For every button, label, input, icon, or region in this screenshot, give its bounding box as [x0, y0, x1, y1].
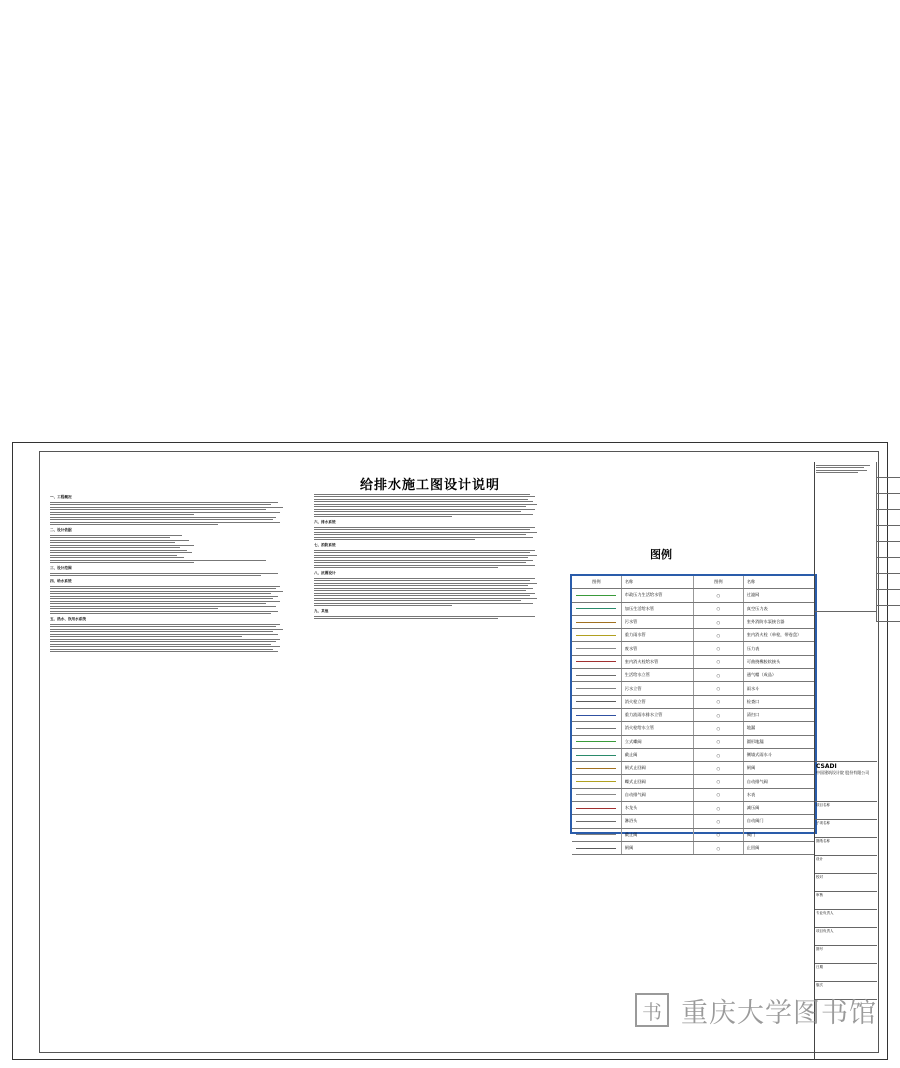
- title-block-notes: [815, 462, 877, 612]
- legend-name: 自动排气阀: [622, 789, 694, 801]
- firm-logo: CSADI: [816, 763, 837, 770]
- library-watermark: [635, 990, 890, 1030]
- legend-name: 室内消火栓（单栓，带卷盘）: [746, 632, 802, 638]
- legend-name: 压力表: [746, 645, 760, 651]
- legend-symbol: ○: [694, 656, 744, 668]
- legend-symbol: ○: [694, 775, 744, 787]
- title-block-row: 专业负责人: [815, 910, 877, 928]
- legend-row: [572, 736, 815, 749]
- legend-name: 消火栓给水立管: [622, 722, 694, 734]
- legend-name: 水龙头: [622, 802, 694, 814]
- legend-symbol: [572, 749, 622, 761]
- legend-row: [572, 603, 815, 616]
- legend-row: [572, 669, 815, 682]
- legend-symbol: ○: [694, 603, 744, 615]
- legend-symbol: [572, 656, 622, 668]
- legend-name: 圆形地漏: [746, 738, 764, 744]
- title-block-row: 项目负责人: [815, 928, 877, 946]
- library-logo-icon: 书: [635, 993, 669, 1027]
- section-heading: 五、热水、饮用水系统: [50, 617, 86, 621]
- title-block-row: 子项名称: [815, 820, 877, 838]
- legend-symbol: ○: [694, 842, 744, 854]
- section-heading: 六、排水系统: [314, 520, 336, 524]
- legend-name: 截止阀: [622, 749, 694, 761]
- legend-symbol: ○: [694, 669, 744, 681]
- title-block-row: 校对: [815, 874, 877, 892]
- legend-name: 检查口: [746, 698, 760, 704]
- legend-name: 重力流雨水排水立管: [622, 709, 694, 721]
- section-heading: 二、设计依据: [50, 528, 72, 532]
- legend-name: 加压生活给水管: [622, 603, 694, 615]
- legend-row: [572, 762, 815, 775]
- title-block-row: 审核: [815, 892, 877, 910]
- legend-row: [572, 616, 815, 629]
- legend-symbol: [572, 682, 622, 694]
- legend-symbol: [572, 629, 622, 641]
- legend-symbol: ○: [694, 642, 744, 654]
- legend-symbol: ○: [694, 709, 744, 721]
- legend-header-row: [572, 576, 815, 589]
- legend-name: 减压阀: [746, 805, 760, 811]
- legend-name: 止回阀: [746, 845, 760, 851]
- legend-symbol: ○: [694, 815, 744, 827]
- legend-symbol: ○: [694, 802, 744, 814]
- legend-symbol: ○: [694, 629, 744, 641]
- legend-symbol: [572, 722, 622, 734]
- legend-row: [572, 749, 815, 762]
- legend-symbol: [572, 789, 622, 801]
- firm-block: [815, 762, 877, 802]
- title-block-row: 日期: [815, 964, 877, 982]
- legend-symbol: [572, 603, 622, 615]
- legend-symbol: ○: [694, 829, 744, 841]
- legend-symbol: [572, 829, 622, 841]
- legend-name: 水表: [746, 791, 756, 797]
- legend-row: [572, 789, 815, 802]
- section-heading: 四、给水系统: [50, 579, 72, 583]
- legend-row: [572, 775, 815, 788]
- legend-name: 污水管: [622, 616, 694, 628]
- legend-name: 自动阀门: [746, 818, 764, 824]
- revision-stripes: [876, 462, 900, 612]
- title-block: [814, 462, 877, 1060]
- section-heading: 七、消防系统: [314, 543, 336, 547]
- legend-row: [572, 696, 815, 709]
- title-block-row: 图纸名称: [815, 838, 877, 856]
- legend-row: [572, 682, 815, 695]
- legend-row: [572, 815, 815, 828]
- legend-name: 闸阀: [622, 842, 694, 854]
- legend-symbol: [572, 642, 622, 654]
- legend-symbol: [572, 616, 622, 628]
- legend-symbol: [572, 762, 622, 774]
- legend-name: 雨水斗: [746, 685, 760, 691]
- legend-name: 通气帽（成品）: [746, 672, 777, 678]
- legend-name: 蝶式止回阀: [622, 775, 694, 787]
- legend-row: [572, 722, 815, 735]
- legend-header-cell: 名称: [746, 579, 756, 585]
- legend-name: 自动排气阀: [746, 778, 768, 784]
- legend-symbol: ○: [694, 696, 744, 708]
- legend-header-cell: 图例: [694, 576, 744, 588]
- legend-name: 闸阀: [746, 765, 756, 771]
- legend-name: 真空压力表: [746, 605, 768, 611]
- legend-name: 清扫口: [746, 712, 760, 718]
- legend-symbol: [572, 696, 622, 708]
- section-heading: 三、设计范围: [50, 566, 72, 570]
- legend-name: 截止阀: [622, 829, 694, 841]
- legend-symbol: [572, 802, 622, 814]
- drawing-frame: [39, 451, 879, 1053]
- legend-symbol: [572, 842, 622, 854]
- legend-name: 立式蝶阀: [622, 736, 694, 748]
- section-heading: 八、抗震设计: [314, 571, 336, 575]
- legend-symbol: ○: [694, 749, 744, 761]
- legend-symbol: ○: [694, 789, 744, 801]
- legend-row: [572, 709, 815, 722]
- firm-name: 中国建筑设计院 股份有限公司: [816, 770, 870, 775]
- legend-title: 图例: [650, 548, 672, 561]
- legend-symbol: ○: [694, 616, 744, 628]
- legend-name: 可曲挠橡胶软接头: [746, 658, 781, 664]
- legend-name: 室外消防水泵接合器: [746, 619, 785, 625]
- legend-name: 消火栓立管: [622, 696, 694, 708]
- legend-row: [572, 842, 815, 855]
- notes-column-left: [50, 492, 290, 654]
- legend-symbol: [572, 669, 622, 681]
- legend-table: [570, 574, 817, 851]
- legend-name: 生活给水立管: [622, 669, 694, 681]
- legend-name: 淋浴头: [622, 815, 694, 827]
- legend-name: 污水立管: [622, 682, 694, 694]
- legend-name: 地漏: [746, 725, 756, 731]
- legend-symbol: ○: [694, 722, 744, 734]
- title-block-row: 版次: [815, 982, 877, 1000]
- legend-header-cell: 名称: [622, 576, 694, 588]
- legend-name: 侧墙式雨水斗: [746, 752, 772, 757]
- legend-name: 重力雨水管: [622, 629, 694, 641]
- legend-row: [572, 802, 815, 815]
- legend-row: [572, 642, 815, 655]
- legend-name: 闸式止回阀: [622, 762, 694, 774]
- watermark-text: 重庆大学图书馆: [681, 997, 877, 1029]
- legend-row: [572, 829, 815, 842]
- legend-name: 市政压力生活给水管: [622, 589, 694, 601]
- legend-name: 室内消火栓给水管: [622, 656, 694, 668]
- legend-symbol: [572, 775, 622, 787]
- legend-row: [572, 589, 815, 602]
- legend-symbol: [572, 709, 622, 721]
- legend-symbol: ○: [694, 762, 744, 774]
- drawing-sheet: [12, 442, 888, 1060]
- title-block-row: 图号: [815, 946, 877, 964]
- section-heading: 一、工程概况: [50, 495, 72, 499]
- legend-row: [572, 629, 815, 642]
- legend-symbol: ○: [694, 736, 744, 748]
- legend-name: 废水管: [622, 642, 694, 654]
- legend-name: 阀门: [746, 831, 756, 837]
- legend-symbol: [572, 736, 622, 748]
- drawing-title: 给排水施工图设计说明: [360, 478, 501, 493]
- title-block-row: 设计: [815, 856, 877, 874]
- title-block-row: 项目名称: [815, 802, 877, 820]
- legend-name: 过滤网: [746, 592, 760, 598]
- legend-symbol: [572, 815, 622, 827]
- legend-row: [572, 656, 815, 669]
- section-heading: 九、其他: [314, 609, 329, 613]
- notes-column-middle: [314, 492, 544, 621]
- legend-symbol: ○: [694, 589, 744, 601]
- legend-symbol: [572, 589, 622, 601]
- legend-header-cell: 图例: [572, 576, 622, 588]
- legend-symbol: ○: [694, 682, 744, 694]
